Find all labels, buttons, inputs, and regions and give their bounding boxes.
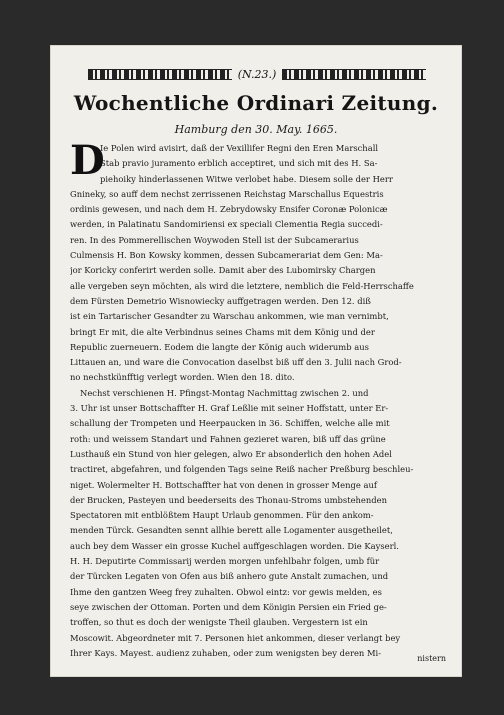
article-body (70, 137, 442, 661)
text-line: Ihme den gantzen Weeg frey zuhalten. Obwol eintz: vor gewis melden, es (70, 586, 382, 597)
text-line: H. H. Deputirte Commissarij werden morgen unfehlbahr folgen, umb für (70, 556, 380, 567)
text-line: no nechstkünfftig verlegt worden. Wien den 18. dito. (70, 372, 295, 383)
text-line: Gnineky, so auff dem nechst zerrissenen Reichstag Marschallus Equestris (70, 188, 384, 199)
header-ornament (88, 67, 426, 81)
text-line: Republic zuerneuern. Eodem die langte der König auch widerumb aus (70, 341, 369, 352)
text-line: Lusthauß ein Stund von hier gelegen, alwo Er absonderlich den hohen Adel (70, 448, 392, 459)
text-line: Moscowit. Abgeordneter mit 7. Personen hiet ankommen, dieser verlangt bey (70, 632, 401, 643)
text-line: ordinis gewesen, und nach dem H. Zebrydowsky Ensifer Coronæ Polonicæ (70, 204, 388, 215)
text-line: auch bey dem Wasser ein grosse Kuchel auffgeschlagen worden. Die Kayserl. (70, 540, 399, 551)
text-line: roth: und weissem Standart und Fahnen gezieret waren, biß uff das grüne (70, 433, 386, 444)
text-line: niget. Wolermelter H. Bottschaffter hat von denen in grosser Menge auf (70, 479, 377, 490)
ornament-band-left (88, 69, 232, 80)
newspaper-page (50, 45, 462, 677)
text-line: Stab pravio juramento erblich acceptiret, und sich mit des H. Sa- (100, 158, 378, 169)
text-line: der Türcken Legaten von Ofen aus biß anhero gute Anstalt zumachen, und (70, 571, 389, 582)
text-line: schallung der Trompeten und Heerpaucken in 36. Schiffen, welche alle mit (70, 418, 390, 429)
text-line: Ie Polen wird avisirt, daß der Vexillifer Regni den Eren Marschall (100, 143, 379, 153)
text-line: alle vergeben seyn möchten, als wird die letztere, nemblich die Feld-Herrschaffe (70, 280, 414, 291)
text-line: ren. In des Pommerellischen Woywoden Stell ist der Subcamerarius (70, 234, 359, 245)
text-line: menden Türck. Gesandten sennt allhie berett alle Logamenter ausgetheilet, (70, 525, 393, 536)
catchword: nistern (417, 654, 446, 663)
dateline: Hamburg den 30. May. 1665. (174, 123, 338, 136)
text-line: dem Fürsten Demetrio Wisnowiecky auffgetragen werden. Den 12. diß (70, 295, 371, 306)
text-line: tractiret, abgefahren, und folgenden Tags seine Reiß nacher Preßburg beschleu- (70, 464, 414, 475)
text-line: troffen, so thut es doch der wenigste Theil glauben. Vergestern ist ein (70, 617, 368, 628)
text-line: ist ein Tartarischer Gesandter zu Warschau ankommen, wie man vernimbt, (70, 311, 389, 322)
text-line: werden, in Palatinatu Sandomiriensi ex speciali Clementia Regia succedi- (70, 219, 383, 230)
text-line: Ihrer Kays. Mayest. audienz zuhaben, oder zum wenigsten bey deren Mi- (70, 647, 382, 658)
text-line: Littauen an, und ware die Convocation daselbst biß uff den 3. Julii nach Grod- (70, 357, 402, 368)
issue-number: (N.23.) (237, 67, 277, 81)
text-line: jor Koricky conferirt werden solle. Damit aber des Lubomirsky Chargen (70, 265, 376, 276)
text-line: der Brucken, Pasteyen und beederseits des Thonau-Stroms umbstehenden (70, 494, 387, 505)
drop-cap: D (70, 137, 105, 184)
text-line: piehoiky hinderlassenen Witwe verlobet habe. Diesem solle der Herr (100, 173, 393, 184)
text-line: Spectatoren mit entblößtem Haupt Urlaub genommen. Für den ankom- (70, 510, 374, 521)
masthead-title: Wochentliche Ordinari Zeitung. (73, 91, 439, 115)
text-line: seye zwischen der Ottoman. Porten und dem Königin Persien ein Fried ge- (70, 601, 387, 612)
text-line: Culmensis H. Bon Kowsky kommen, dessen Subcamerariat dem Gen: Ma- (70, 250, 383, 261)
text-line: Nechst verschienen H. Pfingst-Montag Nachmittag zwischen 2. und (80, 387, 369, 398)
text-line: 3. Uhr ist unser Bottschaffter H. Graf Leßlie mit seiner Hoffstatt, unter Er- (70, 403, 389, 414)
text-line: bringt Er mit, die alte Verbindnus seines Chams mit dem König und der (70, 326, 375, 337)
ornament-band-right (282, 69, 426, 80)
